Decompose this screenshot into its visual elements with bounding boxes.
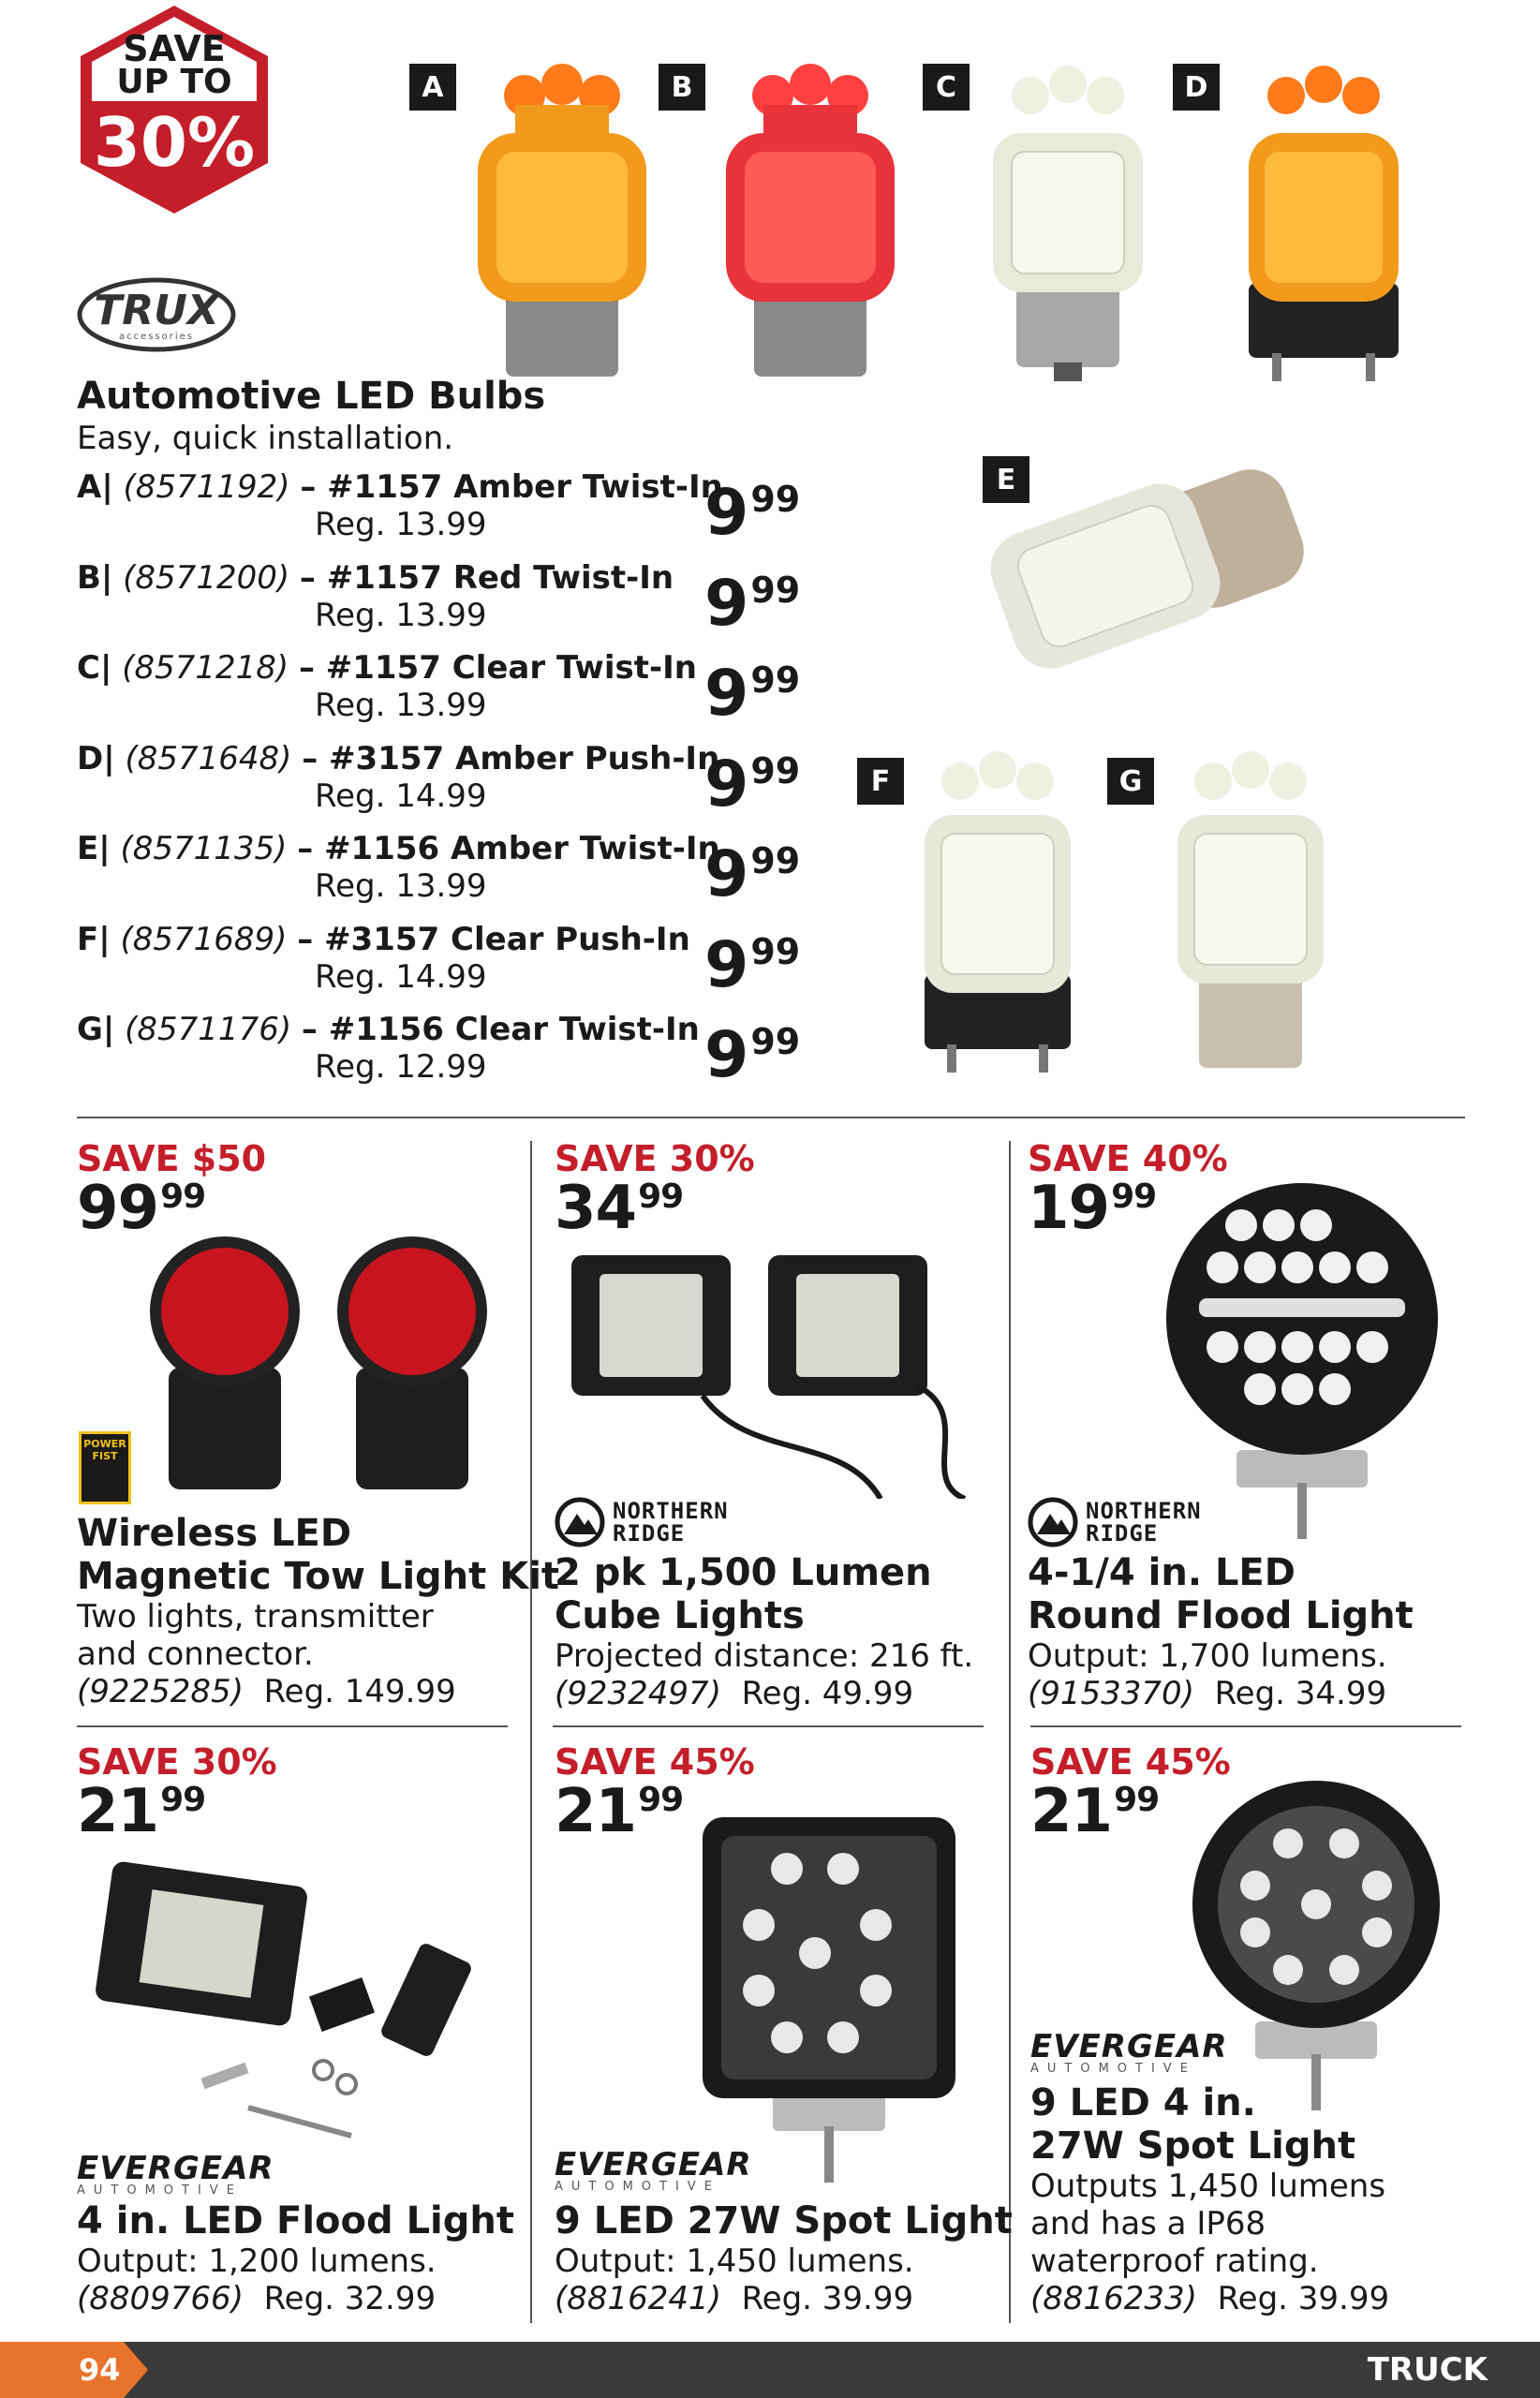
bulb-sku: (8571200) — [123, 559, 290, 597]
evergear-logo — [77, 2150, 274, 2198]
product4-reg: Reg. 32.99 — [263, 2280, 437, 2317]
bulb-item-line — [77, 559, 714, 597]
price-cents: 99 — [1114, 1781, 1160, 1819]
bulb-letter: C| — [77, 649, 112, 687]
price-dollars: 9 — [704, 567, 749, 641]
image-label-f: F — [857, 758, 904, 805]
column-divider-2 — [1009, 1141, 1011, 2323]
evergear-logo-sub: AUTOMOTIVE — [77, 2183, 243, 2198]
price-cents: 99 — [750, 570, 801, 611]
bulb-reg: Reg. 14.99 — [315, 958, 487, 996]
product6-desc3: waterproof rating. — [1030, 2243, 1319, 2280]
product1-sku: (9225285) — [77, 1673, 244, 1710]
page-tab-icon — [0, 2342, 150, 2398]
bulb-letter: A| — [77, 468, 113, 506]
product6-title2: 27W Spot Light — [1030, 2124, 1356, 2168]
product5-save: SAVE 45% — [555, 1741, 755, 1783]
image-label-g: G — [1107, 758, 1154, 805]
bulb-item-line — [77, 1011, 714, 1048]
bulb-name: – #3157 Clear Push-In — [297, 921, 690, 958]
evergear-logo-text: EVERGEAR — [1030, 2028, 1228, 2065]
product5-title1: 9 LED 27W Spot Light — [555, 2199, 1013, 2243]
bulb-item — [77, 649, 714, 724]
bulb-sku: (8571135) — [120, 830, 288, 867]
price-cents: 99 — [160, 1781, 206, 1819]
brand-name-1: NORTHERN — [613, 1498, 729, 1524]
bulb-letter: D| — [77, 740, 115, 777]
price-cents: 99 — [750, 1021, 801, 1062]
product3-sku-reg — [1028, 1675, 1386, 1712]
product5-reg: Reg. 39.99 — [741, 2280, 914, 2317]
image-label-a: A — [409, 64, 456, 111]
product1-title2: Magnetic Tow Light Kit — [77, 1555, 560, 1598]
price-cents: 99 — [750, 750, 801, 792]
brand-name-1: NORTHERN — [1086, 1498, 1202, 1524]
product1-title1: Wireless LED — [77, 1512, 352, 1555]
section-name: TRUCK — [1367, 2351, 1488, 2389]
mountain-logo-icon — [1028, 1497, 1078, 1547]
bulb-price — [704, 748, 801, 822]
bulb-price — [704, 928, 801, 1002]
bulb-item — [77, 559, 714, 634]
bulb-name: – #1157 Clear Twist-In — [298, 649, 697, 687]
image-label-c: C — [923, 64, 970, 111]
product5-price — [555, 1777, 684, 1846]
bulb-item-line — [77, 740, 720, 777]
bulb-reg: Reg. 13.99 — [315, 506, 487, 543]
trux-logo-name: TRUX — [94, 287, 219, 334]
bulb-price — [704, 567, 801, 641]
evergear-logo-sub: AUTOMOTIVE — [1030, 2062, 1196, 2076]
page-number: 94 — [79, 2352, 121, 2388]
bulbs-title: Automotive LED Bulbs — [77, 375, 546, 418]
price-cents: 99 — [750, 479, 801, 520]
price-cents: 99 — [750, 840, 801, 881]
product3-desc1: Output: 1,700 lumens. — [1028, 1637, 1387, 1675]
cube-lights-image — [562, 1246, 993, 1499]
product2-sku-reg — [555, 1675, 913, 1712]
evergear-logo-sub: AUTOMOTIVE — [555, 2180, 720, 2194]
bulbs-subtitle: Easy, quick installation. — [77, 420, 454, 457]
flood-light-kit-image — [89, 1855, 511, 2154]
price-cents: 99 — [750, 659, 801, 701]
row-divider-3 — [1030, 1725, 1461, 1727]
product5-sku-reg — [555, 2280, 913, 2317]
product1-desc1: Two lights, transmitter — [77, 1598, 434, 1636]
bulb-item-line — [77, 921, 714, 958]
bulb-item-line — [77, 468, 723, 506]
bulb-sku: (8571689) — [120, 921, 288, 958]
badge-percent: 30% — [93, 103, 256, 182]
clear-bulb-c-icon — [979, 58, 1157, 386]
bulb-reg: Reg. 13.99 — [315, 687, 487, 724]
column-divider-1 — [530, 1141, 532, 2323]
price-cents: 99 — [1111, 1177, 1157, 1216]
product2-save: SAVE 30% — [555, 1138, 755, 1179]
bulb-price — [704, 1018, 801, 1092]
product6-desc1: Outputs 1,450 lumens — [1030, 2168, 1386, 2205]
product2-title1: 2 pk 1,500 Lumen — [555, 1551, 932, 1594]
bulb-name: – #1156 Clear Twist-In — [301, 1011, 700, 1048]
bulb-sku: (8571218) — [122, 649, 289, 687]
product2-price — [555, 1174, 684, 1243]
product1-save: SAVE $50 — [77, 1138, 267, 1179]
bulb-price — [704, 476, 801, 550]
bulb-letter: E| — [77, 830, 111, 867]
price-dollars: 21 — [1030, 1777, 1113, 1846]
price-dollars: 21 — [555, 1777, 637, 1846]
price-dollars: 9 — [704, 657, 749, 731]
product4-sku: (8809766) — [77, 2280, 244, 2317]
row-divider-2 — [553, 1725, 984, 1727]
bulb-price — [704, 837, 801, 911]
price-dollars: 9 — [704, 837, 749, 911]
price-dollars: 34 — [555, 1174, 637, 1243]
product5-desc1: Output: 1,450 lumens. — [555, 2243, 914, 2280]
bulb-price — [704, 657, 801, 731]
product1-sku-reg — [77, 1673, 456, 1710]
price-dollars: 9 — [704, 748, 749, 822]
product2-reg: Reg. 49.99 — [741, 1675, 914, 1712]
bulb-reg: Reg. 14.99 — [315, 777, 487, 815]
northern-ridge-logo — [1028, 1497, 1202, 1547]
round-flood-light-image — [1162, 1178, 1443, 1544]
product4-desc1: Output: 1,200 lumens. — [77, 2243, 437, 2280]
product6-sku-reg — [1030, 2280, 1389, 2317]
clear-bulb-e-icon — [979, 450, 1316, 684]
product3-price — [1028, 1174, 1157, 1243]
product5-sku: (8816241) — [555, 2280, 721, 2317]
product2-sku: (9232497) — [555, 1675, 721, 1712]
bulb-sku: (8571192) — [123, 468, 290, 506]
product3-sku: (9153370) — [1028, 1675, 1194, 1712]
bulb-reg: Reg. 12.99 — [315, 1048, 487, 1086]
tow-light-kit-image — [141, 1227, 496, 1499]
badge-line1: SAVE — [123, 28, 226, 69]
product4-sku-reg — [77, 2280, 436, 2317]
bulb-sku: (8571176) — [125, 1011, 292, 1048]
page-footer — [0, 2342, 1540, 2398]
bulb-letter: G| — [77, 1011, 115, 1048]
image-label-b: B — [659, 64, 705, 111]
amber-bulb-a-icon — [468, 58, 656, 386]
product3-title1: 4-1/4 in. LED — [1028, 1551, 1296, 1594]
section-divider — [77, 1117, 1465, 1118]
price-dollars: 9 — [704, 476, 749, 550]
product3-save: SAVE 40% — [1028, 1138, 1228, 1179]
trux-logo-sub: accessories — [118, 332, 195, 342]
bulb-item — [77, 468, 723, 543]
product1-reg: Reg. 149.99 — [263, 1673, 456, 1710]
bulb-item-line — [77, 830, 720, 867]
product6-title1: 9 LED 4 in. — [1030, 2081, 1256, 2124]
price-dollars: 9 — [704, 928, 749, 1002]
price-dollars: 99 — [77, 1174, 159, 1243]
mountain-logo-icon — [555, 1497, 605, 1547]
bulb-item — [77, 830, 720, 905]
product4-title1: 4 in. LED Flood Light — [77, 2199, 514, 2243]
bulb-item — [77, 740, 720, 815]
price-dollars: 21 — [77, 1777, 159, 1846]
price-cents: 99 — [638, 1177, 684, 1216]
bulb-name: – #1157 Amber Twist-In — [300, 468, 723, 506]
bulb-name: – #3157 Amber Push-In — [302, 740, 720, 777]
evergear-logo-text: EVERGEAR — [555, 2146, 752, 2183]
bulb-letter: B| — [77, 559, 113, 597]
bulb-reg: Reg. 13.99 — [315, 597, 487, 634]
northern-ridge-logo — [555, 1497, 729, 1547]
price-dollars: 9 — [704, 1018, 749, 1092]
product6-reg: Reg. 39.99 — [1217, 2280, 1390, 2317]
square-spot-light-image — [698, 1813, 970, 2187]
evergear-logo — [1030, 2028, 1228, 2076]
image-label-d: D — [1173, 64, 1220, 111]
price-dollars: 19 — [1028, 1174, 1110, 1243]
evergear-logo — [555, 2146, 752, 2194]
product6-sku: (8816233) — [1030, 2280, 1197, 2317]
price-cents: 99 — [160, 1177, 206, 1216]
bulb-name: – #1156 Amber Twist-In — [297, 830, 720, 867]
brand-name-2: RIDGE — [613, 1520, 686, 1547]
round-spot-light-image — [1190, 1778, 1452, 2115]
bulb-reg: Reg. 13.99 — [315, 867, 487, 905]
bulb-item-line — [77, 649, 714, 687]
red-bulb-b-icon — [717, 58, 904, 386]
save-badge — [77, 4, 272, 215]
bulb-item — [77, 1011, 714, 1086]
brand-name-2: RIDGE — [1086, 1520, 1159, 1547]
power-fist-logo — [79, 1431, 131, 1504]
product6-desc2: and has a IP68 — [1030, 2205, 1266, 2243]
image-label-e: E — [983, 456, 1029, 503]
bulb-letter: F| — [77, 921, 111, 958]
bulb-item — [77, 921, 714, 996]
bulb-name: – #1157 Red Twist-In — [299, 559, 674, 597]
product2-title2: Cube Lights — [555, 1594, 805, 1637]
clear-bulb-f-icon — [913, 749, 1082, 1077]
badge-line2: UP TO — [116, 63, 232, 101]
product1-desc2: and connector. — [77, 1636, 314, 1673]
price-cents: 99 — [750, 931, 801, 972]
evergear-logo-text: EVERGEAR — [77, 2150, 274, 2187]
product3-reg: Reg. 34.99 — [1214, 1675, 1387, 1712]
product4-save: SAVE 30% — [77, 1741, 277, 1783]
row-divider-1 — [77, 1725, 508, 1727]
power-fist-logo-text: POWER FIST — [83, 1438, 126, 1462]
product3-title2: Round Flood Light — [1028, 1594, 1414, 1637]
clear-bulb-g-icon — [1166, 749, 1335, 1077]
price-cents: 99 — [638, 1781, 684, 1819]
product6-price — [1030, 1777, 1160, 1846]
product4-price — [77, 1777, 206, 1846]
product6-save: SAVE 45% — [1030, 1741, 1231, 1783]
bulb-sku: (8571648) — [125, 740, 292, 777]
product2-desc1: Projected distance: 216 ft. — [555, 1637, 974, 1675]
amber-bulb-d-icon — [1235, 58, 1413, 386]
trux-logo — [77, 277, 236, 352]
